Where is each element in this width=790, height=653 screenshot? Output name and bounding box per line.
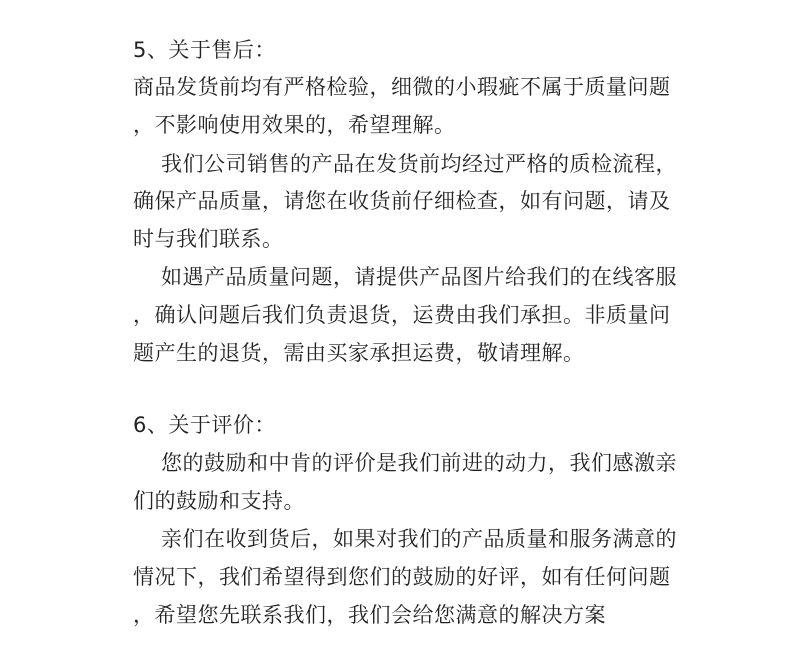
section5-para1-line2: ，不影响使用效果的，希望理解。 — [133, 113, 456, 137]
section5-para2-line3: 时与我们联系。 — [133, 227, 284, 251]
section5-para3-line3: 题产生的退货，需由买家承担运费，敬请理解。 — [133, 341, 585, 365]
section6-para1-line2: 们的鼓励和支持。 — [133, 489, 305, 513]
section5-para3-line1: 如遇产品质量问题，请提供产品图片给我们的在线客服 — [161, 265, 677, 289]
section5-para1-line1: 商品发货前均有严格检验，细微的小瑕疵不属于质量问题 — [133, 75, 671, 99]
section6-para1-line1: 您的鼓励和中肯的评价是我们前进的动力，我们感激亲 — [161, 451, 677, 475]
section5-para2-line2: 确保产品质量，请您在收货前仔细检查，如有问题，请及 — [133, 189, 671, 213]
section5-para2-line1: 我们公司销售的产品在发货前均经过严格的质检流程， — [161, 152, 677, 176]
section6-para2-line1: 亲们在收到货后，如果对我们的产品质量和服务满意的 — [161, 527, 677, 551]
section5-para3-line2: ，确认问题后我们负责退货，运费由我们承担。非质量问 — [133, 303, 671, 327]
section6-para2-line2: 情况下，我们希望得到您们的鼓励的好评，如有任何问题 — [133, 565, 671, 589]
section5-heading: 5、关于售后： — [133, 38, 276, 62]
section6-para2-line3: ，希望您先联系我们，我们会给您满意的解决方案 — [133, 603, 606, 627]
section6-heading: 6、关于评价： — [133, 413, 276, 437]
